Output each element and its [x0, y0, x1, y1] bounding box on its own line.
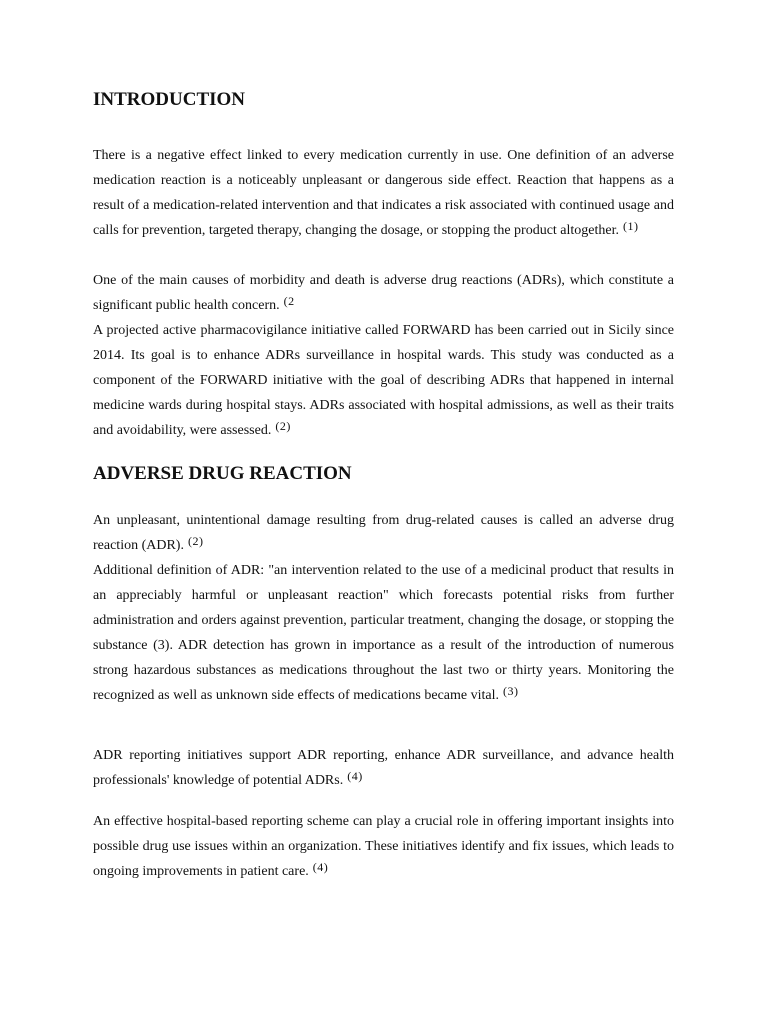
adr-paragraph-3-text: ADR reporting initiatives support ADR reporting, enhance ADR surveillance, and advance health professionals' knowledge of potential ADRs.: [93, 748, 674, 788]
adr-paragraph-4-text: An effective hospital-based reporting scheme can play a crucial role in offering important insights into possible drug use issues within an organization. These initiatives identify and fix issues, which leads to ongoing improvements in patient care.: [93, 814, 674, 879]
citation-marker: (2: [283, 294, 295, 308]
adverse-drug-reaction-heading: ADVERSE DRUG REACTION: [93, 463, 352, 484]
citation-marker: (2): [275, 419, 291, 433]
adr-paragraph-2: [93, 558, 674, 708]
citation-marker: (4): [347, 769, 363, 783]
citation-marker: (3): [503, 684, 519, 698]
intro-paragraph-3-text: A projected active pharmacovigilance initiative called FORWARD has been carried out in Sicily since 2014. Its goal is to enhance ADRs surveillance in hospital wards. This study was conducted as a component of the FORWARD initiative with the goal of describing ADRs that happened in internal medicine wards during hospital stays. ADRs associated with hospital admissions, as well as their traits and avoidability, were assessed.: [93, 323, 674, 438]
citation-marker: (2): [187, 534, 204, 548]
intro-paragraph-2-text: One of the main causes of morbidity and death is adverse drug reactions (ADRs), which constitute a significant public health concern.: [93, 273, 674, 313]
introduction-heading: INTRODUCTION: [93, 89, 246, 110]
adr-paragraph-4: [93, 809, 674, 884]
adr-paragraph-1: [93, 508, 674, 558]
intro-paragraph-2: [93, 268, 674, 318]
intro-paragraph-1-text: There is a negative effect linked to every medication currently in use. One definition of an adverse medication reaction is a noticeably unpleasant or dangerous side effect. Reaction that happens as a result of a medication-related intervention and that indicates a risk associated with continued usage and calls for prevention, targeted therapy, changing the dosage, or stopping the product altogether.: [93, 148, 674, 238]
intro-paragraph-3: [93, 318, 674, 443]
citation-marker: (1): [623, 219, 639, 233]
adr-paragraph-3: [93, 743, 674, 793]
intro-paragraph-1: [93, 143, 674, 243]
citation-marker: (4): [312, 860, 329, 874]
adr-paragraph-2-text: Additional definition of ADR: "an intervention related to the use of a medicinal product that results in an appreciably harmful or unpleasant reaction" which forecasts potential risks from further administration and orders against prevention, particular treatment, changing the dosage, or stopping the substance (3). ADR detection has grown in importance as a result of the introduction of numerous strong hazardous substances as medications throughout the last two or thirty years. Monitoring the recognized as well as unknown side effects of medications became vital.: [93, 563, 674, 703]
adr-paragraph-1-text: An unpleasant, unintentional damage resulting from drug-related causes is called an adverse drug reaction (ADR).: [93, 513, 674, 553]
